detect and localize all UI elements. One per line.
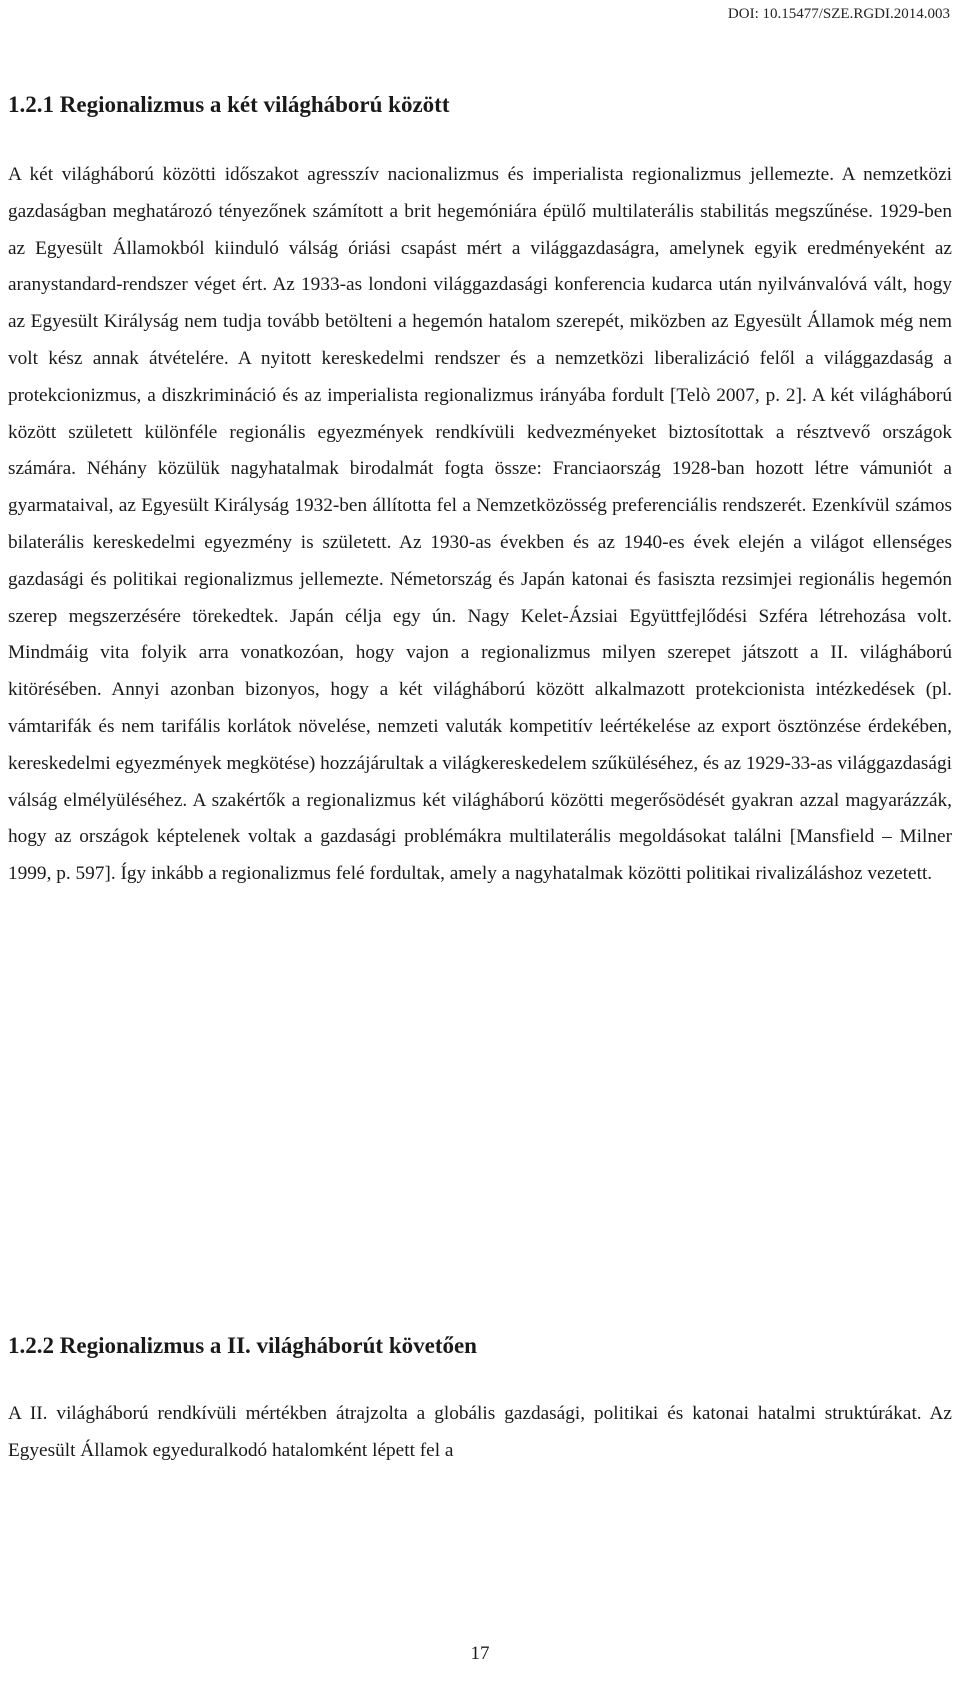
doi-header: DOI: 10.15477/SZE.RGDI.2014.003	[727, 6, 950, 22]
section-paragraph-1-2-2: A II. világháború rendkívüli mértékben átrajzolta a globális gazdasági, politikai és katonai hatalmi struktúrákat. Az Egyesült Államok egyeduralkodó hatalomként lépett fel a	[8, 1403, 952, 1461]
page-number: 17	[470, 1643, 490, 1664]
section-paragraph-1-2-1: A két világháború közötti időszakot agresszív nacionalizmus és imperialista regionalizmus jellemezte. A nemzetközi gazdaságban meghatározó tényezőnek számított a brit hegemóniára épülő multilaterális stabilitás megszűnése. 1929-ben az Egyesült Államokból kiinduló válság óriási csapást mért a világgazdaságra, amelynek egyik eredményeként az aranystandard-rendszer véget ért. Az 1933-as londoni világgazdasági konferencia kudarca után nyilvánvalóvá vált, hogy az Egyesült Királyság nem tudja tovább betölteni a hegemón hatalom szerepét, miközben az Egyesült Államok még nem volt kész annak átvételére. A nyitott kereskedelmi rendszer és a nemzetközi liberalizáció felől a világgazdaság a protekcionizmus, a diszkrimináció és az imperialista regionalizmus irányába fordult [Telò 2007, p. 2]. A két világháború között született különféle regionális egyezmények rendkívüli kedvezményeket biztosítottak a résztvevő országok számára. Néhány közülük nagyhatalmak birodalmát fogta össze: Franciaország 1928-ban hozott létre vámuniót a gyarmataival, az Egyesült Királyság 1932-ben állította fel a Nemzetközösség preferenciális rendszerét. Ezenkívül számos bilaterális kereskedelmi egyezmény is született. Az 1930-as években és az 1940-es évek elején a világot ellenséges gazdasági és politikai regionalizmus jellemezte. Németország és Japán katonai és fasiszta rezsimjei regionális hegemón szerep megszerzésére törekedtek. Japán célja egy ún. Nagy Kelet-Ázsiai Együttfejlődési Szféra létrehozása volt. Mindmáig vita folyik arra vonatkozóan, hogy vajon a regionalizmus milyen szerepet játszott a II. világháború kitörésében. Annyi azonban bizonyos, hogy a két világháború között alkalmazott protekcionista intézkedések (pl. vámtarifák és nem tarifális korlátok növelése, nemzeti valuták kompetitív leértékelése az export ösztönzése érdekében, kereskedelmi egyezmények megkötése) hozzájárultak a világkereskedelem szűküléséhez, és az 1929-33-as világgazdasági válság elmélyüléséhez. A szakértők a regionalizmus két világháború közötti megerősödését gyakran azzal magyarázzák, hogy az országok képtelenek voltak a gazdasági problémákra multilaterális megoldásokat találni [Mansfield – Milner 1999, p. 597]. Így inkább a regionalizmus felé fordultak, amely a nagyhatalmak közötti politikai rivalizáláshoz vezetett.	[8, 164, 952, 885]
section-heading-1-2-1: 1.2.1 Regionalizmus a két világháború között	[8, 92, 450, 117]
section-heading-1-2-2: 1.2.2 Regionalizmus a II. világháborút követően	[8, 1333, 477, 1358]
